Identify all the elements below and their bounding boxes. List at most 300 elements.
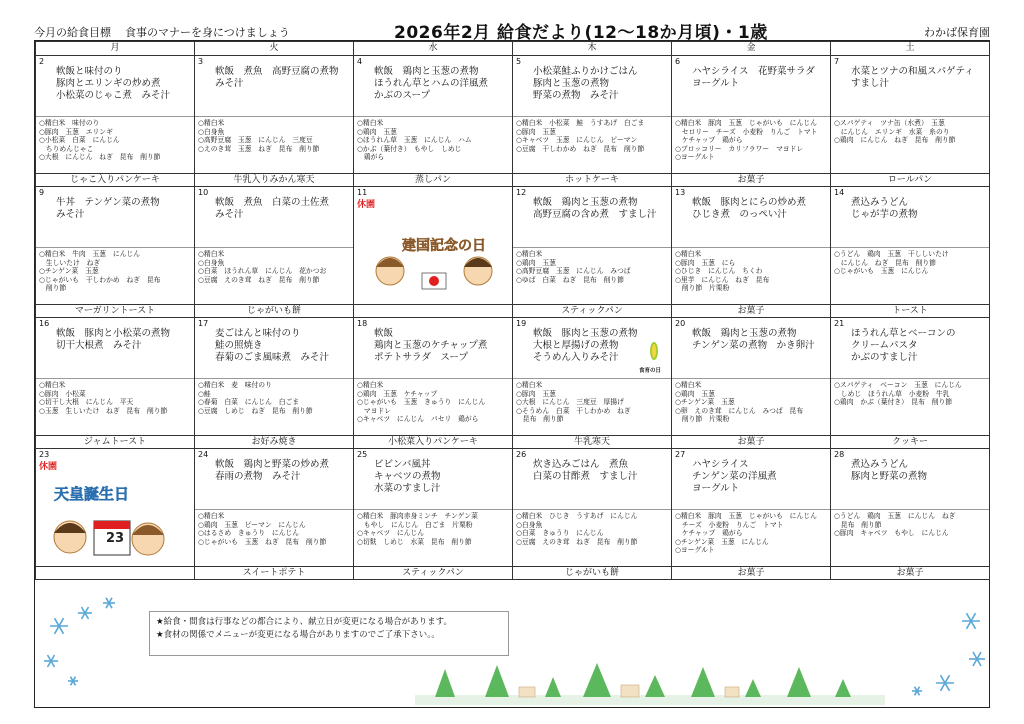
ingredient-line: ○豚肉 玉葱 にら [675, 258, 736, 267]
ingredient-line: ○切麩 しめじ 水菜 昆布 削り節 [357, 537, 472, 546]
ingredient-list [195, 248, 353, 286]
day-cell [195, 187, 354, 305]
menu-item: 軟飯と味付のり [56, 66, 123, 77]
day-number: 27 [675, 450, 686, 459]
ingredient-line: ○豆腐 干しわかめ ねぎ 昆布 削り節 [516, 144, 645, 153]
menu-list [851, 459, 927, 483]
ingredient-line: ○えのき茸 玉葱 ねぎ 昆布 削り節 [198, 144, 320, 153]
menu-list [851, 328, 956, 364]
ingredient-line: 鶏がら [357, 153, 385, 162]
ingredient-line: ○精白米 麦 味付のり [198, 381, 272, 389]
ingredient-line: ○白身魚 [198, 258, 225, 267]
week-row [36, 318, 990, 436]
ingredient-line: ケチャップ 鶏がら [675, 136, 743, 145]
ingredient-line: 生しいたけ ねぎ [39, 258, 101, 267]
note-line: ★給食・間食は行事などの都合により、献立日が変更になる場合があります。 [156, 617, 452, 627]
day-cell [354, 449, 513, 567]
week-row [36, 449, 990, 567]
ingredient-line: にんじん エリンギ 水菜 糸のり [834, 127, 950, 136]
weekday-header: 火 [195, 42, 354, 56]
menu-item: みそ汁 [215, 209, 244, 220]
ingredient-line: ○キャベツ 玉葱 にんじん ピーマン [516, 136, 638, 145]
menu-item: かぶのスープ [374, 90, 431, 101]
menu-list [692, 328, 815, 352]
ingredient-list [672, 117, 830, 164]
ingredient-line: 昆布 削り節 [834, 520, 882, 529]
kenkoku-title: 建国記念の日 [402, 238, 486, 254]
menu-item: 豚肉と野菜の煮物 [851, 471, 928, 482]
day-number: 5 [516, 57, 522, 66]
ingredient-list [831, 117, 989, 147]
menu-item: すまし汁 [851, 78, 890, 89]
menu-item: ハヤシライス 花野菜サラダ [692, 66, 815, 77]
menu-list [215, 66, 339, 90]
menu-list [692, 66, 815, 90]
ingredient-line: ○そうめん 白菜 干しわかめ ねぎ [516, 406, 631, 415]
menu-area [672, 56, 830, 117]
snack-row [36, 567, 990, 580]
ingredient-line: ○小松菜 白菜 にんじん [39, 136, 120, 145]
school-name: わかば保育園 [924, 26, 990, 39]
menu-area [831, 449, 989, 510]
snack-cell: お菓子 [672, 174, 831, 187]
ingredient-list [513, 379, 671, 426]
ingredient-list [672, 379, 830, 426]
day-number: 21 [834, 319, 845, 328]
ingredient-line: ○じゃがいも 干しわかめ ねぎ 昆布 [39, 275, 161, 284]
day-cell [672, 449, 831, 567]
ingredient-list [354, 510, 512, 548]
ingredient-list [831, 379, 989, 409]
menu-item: ほうれん草とベーコンの [851, 328, 956, 339]
menu-item: 野菜の煮物 みそ汁 [533, 90, 619, 101]
weekday-header: 水 [354, 42, 513, 56]
snack-cell: スイートポテト [195, 567, 354, 580]
weekday-header: 金 [672, 42, 831, 56]
day-number: 4 [357, 57, 363, 66]
ingredient-line: ○精白米 [357, 119, 384, 127]
menu-item: 豚肉とエリンギの炒め煮 [56, 78, 161, 89]
ingredient-list [36, 248, 194, 295]
ingredient-line: ○豆腐 しめじ ねぎ 昆布 削り節 [198, 406, 313, 415]
snack-cell: お菓子 [672, 567, 831, 580]
menu-item: 軟飯 鶏肉と玉葱の煮物 [533, 197, 638, 208]
menu-area [195, 56, 353, 117]
menu-list [374, 66, 488, 102]
ingredient-line: ケチャップ 鶏がら [675, 529, 743, 538]
day-number: 11 [357, 188, 368, 197]
ingredient-line: ○チンゲン菜 玉葱 [675, 398, 735, 407]
ingredient-line: 削り節 [39, 284, 67, 293]
menu-item: 軟飯 鶏肉と野菜の炒め煮 [215, 459, 330, 470]
ingredient-list [195, 117, 353, 155]
day-cell [672, 318, 831, 436]
menu-item: 軟飯 煮魚 白菜の土佐煮 [215, 197, 330, 208]
menu-area [672, 187, 830, 248]
menu-area [831, 56, 989, 117]
menu-list [215, 328, 329, 364]
menu-area [831, 318, 989, 379]
menu-item: 麦ごはんと味付のり [215, 328, 301, 339]
day-cell [672, 187, 831, 305]
ingredient-line: セロリー チーズ 小麦粉 りんご トマト [675, 127, 818, 136]
menu-item: 軟飯 鶏肉と玉葱の煮物 [374, 66, 479, 77]
ingredient-list [36, 117, 194, 164]
menu-item: 鮭の照焼き [215, 340, 263, 351]
menu-item: みそ汁 [215, 78, 244, 89]
day-cell [513, 56, 672, 174]
menu-item: 水菜のすまし汁 [374, 483, 441, 494]
weekday-header-row [36, 42, 990, 56]
day-cell [513, 318, 672, 436]
ingredient-line: ○キャベツ にんじん [357, 529, 425, 538]
goal-label: 今月の給食目標 [34, 26, 111, 39]
menu-area [831, 187, 989, 248]
tree-decoration [415, 661, 885, 707]
ingredient-line: ○豚肉 小松菜 [39, 389, 86, 398]
ingredient-line: ○精白米 [357, 381, 384, 389]
menu-item: 高野豆腐の含め煮 すまし汁 [533, 209, 657, 220]
menu-item: 軟飯 [374, 328, 394, 339]
snack-cell: マーガリントースト [36, 305, 195, 318]
ingredient-line: ○白身魚 [198, 127, 225, 136]
ingredient-line: ○精白米 [516, 381, 543, 389]
menu-item: ビビンバ風丼 [374, 459, 431, 470]
ingredient-list [672, 510, 830, 557]
ingredient-list [36, 379, 194, 417]
menu-item: 小松菜鮭ふりかけごはん [533, 66, 638, 77]
tenno-illustration [44, 469, 184, 564]
ingredient-line: ○うどん 鶏肉 玉葱 にんじん ねぎ [834, 512, 956, 520]
menu-calendar [35, 41, 990, 580]
menu-list [692, 459, 777, 495]
snack-cell: じゃがいも餅 [195, 305, 354, 318]
menu-item: 豚肉と玉葱の煮物 [533, 78, 610, 89]
menu-item: チンゲン菜の煮物 かき卵汁 [692, 340, 815, 351]
ingredient-line: ○豚肉 玉葱 エリンギ [39, 127, 113, 136]
ingredient-line: 削り節 片栗粉 [675, 415, 730, 424]
day-number: 12 [516, 188, 527, 197]
menu-item: 牛丼 テンゲン菜の煮物 [56, 197, 160, 208]
menu-item: ヨーグルト [692, 78, 740, 89]
day-cell [354, 318, 513, 436]
ingredient-list [195, 379, 353, 417]
ingredient-line: ○鮭 [198, 389, 211, 398]
ingredient-line: ○高野豆腐 玉葱 にんじん みつば [516, 267, 631, 276]
day-cell [672, 56, 831, 174]
snack-row [36, 436, 990, 449]
menu-list [56, 197, 160, 221]
menu-area [513, 318, 671, 379]
ingredient-line: マヨドレ [357, 406, 391, 415]
menu-area [513, 187, 671, 248]
snack-cell: ロールパン [831, 174, 990, 187]
ingredient-list [195, 510, 353, 548]
day-cell [831, 449, 990, 567]
ingredient-line: ○はるさめ きゅうり にんじん [198, 529, 300, 538]
ingredient-line: ○スパゲティ ツナ缶（水煮） 玉葱 [834, 119, 945, 127]
ingredient-line: ○精白米 [675, 250, 702, 258]
ingredient-line: ○ゆば 白菜 ねぎ 昆布 削り節 [516, 275, 624, 284]
menu-list [692, 197, 806, 221]
ingredient-line: ○春菊 白菜 にんじん 白ごま [198, 398, 300, 407]
menu-item: 煮込みうどん [851, 197, 909, 208]
day-cell [36, 56, 195, 174]
ingredient-line: ○精白米 豚肉 玉葱 じゃがいも にんじん [675, 512, 817, 520]
ingredient-line: ○豚肉 玉葱 [516, 389, 556, 398]
snack-cell: クッキー [831, 436, 990, 449]
ingredient-line: ○じゃがいも 玉葱 ねぎ 昆布 削り節 [198, 537, 327, 546]
snack-cell: じゃがいも餅 [513, 567, 672, 580]
ingredient-line: ○スパゲティ ベーコン 玉葱 にんじん [834, 381, 962, 389]
holiday-label: 休園 [357, 200, 376, 210]
ingredient-line: ○キャベツ にんじん パセリ 鶏がら [357, 415, 479, 424]
menu-area [36, 318, 194, 379]
snack-cell: お好み焼き [195, 436, 354, 449]
ingredient-line: ○精白米 ひじき うすあげ にんじん [516, 512, 638, 520]
snack-row [36, 305, 990, 318]
ingredient-line: ○じゃがいも 玉葱 きゅうり にんじん [357, 398, 486, 407]
snack-cell: 牛乳入りみかん寒天 [195, 174, 354, 187]
day-number: 17 [198, 319, 209, 328]
ingredient-line: ○高野豆腐 玉葱 にんじん 三度豆 [198, 136, 313, 145]
menu-item: ポテトサラダ スープ [374, 352, 468, 363]
ingredient-line: ちりめんじゃこ [39, 144, 94, 153]
ingredient-line: ○ヨーグルト [675, 546, 715, 555]
ingredient-line: しめじ ほうれん草 小麦粉 牛乳 [834, 389, 950, 398]
ingredient-line: ○精白米 [39, 381, 66, 389]
ingredient-line: ○里芋 にんじん ねぎ 昆布 [675, 275, 770, 284]
snack-cell: ホットケーキ [513, 174, 672, 187]
ingredient-line: ○大根 にんじん ねぎ 昆布 削り節 [39, 153, 161, 162]
ingredient-line: ○鶏肉 玉葱 [675, 389, 715, 398]
day-cell [831, 187, 990, 305]
weekday-header: 月 [36, 42, 195, 56]
snowflake-icon [912, 613, 985, 695]
ingredient-line: ○鶏肉 かぶ（葉付き） 昆布 削り節 [834, 398, 953, 407]
weekday-header: 土 [831, 42, 990, 56]
snack-cell: じゃこ入りパンケーキ [36, 174, 195, 187]
day-cell [195, 318, 354, 436]
menu-area [354, 449, 512, 510]
menu-list [56, 328, 170, 352]
ingredient-line: ○ほうれん草 玉葱 にんじん ハム [357, 136, 472, 145]
day-number: 16 [39, 319, 50, 328]
ingredient-line: ○精白米 牛肉 玉葱 にんじん [39, 250, 141, 258]
ingredient-list [513, 248, 671, 286]
week-row [36, 187, 990, 305]
menu-item: チンゲン菜の洋風煮 [692, 471, 777, 482]
day-number: 26 [516, 450, 527, 459]
day-cell [831, 318, 990, 436]
snack-cell: 小松菜入りパンケーキ [354, 436, 513, 449]
ingredient-line: ○精白米 [198, 119, 225, 127]
day-number: 23 [39, 450, 50, 459]
snack-cell: スティックパン [354, 567, 513, 580]
snack-cell: お菓子 [672, 436, 831, 449]
menu-item: 煮込みうどん [851, 459, 909, 470]
ingredient-list [354, 117, 512, 164]
snack-cell: スティックパン [513, 305, 672, 318]
menu-area [36, 56, 194, 117]
menu-item: 軟飯 煮魚 高野豆腐の煮物 [215, 66, 339, 77]
menu-item: 切干大根煮 みそ汁 [56, 340, 142, 351]
menu-area [513, 56, 671, 117]
ingredient-list [513, 510, 671, 548]
snack-cell: 牛乳寒天 [513, 436, 672, 449]
day-cell [36, 449, 195, 567]
ingredient-line: ○豚肉 キャベツ もやし にんじん [834, 529, 949, 538]
menu-item: ヨーグルト [692, 483, 740, 494]
menu-item: 大根と厚揚げの煮物 [533, 340, 619, 351]
day-number: 28 [834, 450, 845, 459]
menu-item: 小松菜のじゃこ煮 みそ汁 [56, 90, 171, 101]
day-cell [36, 187, 195, 305]
menu-list [56, 66, 170, 102]
tree-icon [435, 663, 851, 697]
snack-cell: お菓子 [672, 305, 831, 318]
day-number: 2 [39, 57, 45, 66]
menu-item: 春雨の煮物 みそ汁 [215, 471, 301, 482]
week-row [36, 56, 990, 174]
snack-cell: 蒸しパン [354, 174, 513, 187]
day-number: 14 [834, 188, 845, 197]
ingredient-list [672, 248, 830, 295]
ingredient-list [831, 510, 989, 540]
day-cell [195, 449, 354, 567]
ingredient-line: ○豆腐 えのき茸 ねぎ 昆布 削り節 [516, 537, 638, 546]
menu-list [533, 459, 638, 483]
ingredient-line: ○かぶ（葉付き） もやし しめじ [357, 144, 462, 153]
corn-icon [649, 340, 659, 364]
ingredient-line: ○精白米 味付のり [39, 119, 100, 127]
menu-list [851, 197, 918, 221]
day-number: 13 [675, 188, 686, 197]
day-cell [354, 187, 513, 305]
ingredient-list [831, 248, 989, 278]
menu-area [513, 449, 671, 510]
ingredient-line: ○卵 えのき茸 にんじん みつば 昆布 [675, 406, 804, 415]
menu-item: 白菜の甘酢煮 すまし汁 [533, 471, 638, 482]
menu-item: 軟飯 鶏肉と玉葱の煮物 [692, 328, 797, 339]
menu-item: 軟飯 豚肉とにらの炒め煮 [692, 197, 807, 208]
ingredient-line: ○鶏肉 玉葱 ケチャップ [357, 389, 438, 398]
ingredient-line: にんじん ねぎ 昆布 削り節 [834, 258, 936, 267]
menu-item: 軟飯 豚肉と玉葱の煮物 [533, 328, 638, 339]
menu-area [672, 318, 830, 379]
shokuiku-badge [638, 340, 665, 374]
day-cell [513, 449, 672, 567]
ingredient-line: ○鶏肉 にんじん ねぎ 昆布 削り節 [834, 136, 956, 145]
day-cell [195, 56, 354, 174]
monthly-goal [34, 24, 304, 40]
menu-item: ほうれん草とハムの洋風煮 [374, 78, 489, 89]
ingredient-line: ○精白米 豚肉赤身ミンチ チンゲン菜 [357, 512, 478, 520]
day-number: 18 [357, 319, 368, 328]
snowflake-decoration-right [889, 601, 989, 707]
menu-area [672, 449, 830, 510]
ingredient-line: ○精白米 [198, 250, 225, 258]
day-number: 3 [198, 57, 204, 66]
day-number: 19 [516, 319, 527, 328]
ingredient-line: ○チンゲン菜 玉葱 [39, 267, 99, 276]
ingredient-line: ○ブロッコリー カリフラワー マヨドレ [675, 144, 804, 153]
page-title: 2026年2月 給食だより(12～18か月頃)・1歳 [394, 23, 768, 43]
ingredient-line: ○切干し大根 にんじん 平天 [39, 398, 134, 407]
kenkoku-illustration [374, 233, 494, 295]
snack-cell: ジャムトースト [36, 436, 195, 449]
ingredient-line: ○精白米 [675, 381, 702, 389]
menu-area [36, 187, 194, 248]
ingredient-list [513, 117, 671, 155]
snack-cell [354, 305, 513, 318]
calendar-frame [34, 40, 990, 708]
day-number: 9 [39, 188, 45, 197]
menu-item: 春菊のごま風味煮 みそ汁 [215, 352, 330, 363]
ingredient-list [354, 379, 512, 426]
ingredient-line: ○鶏肉 玉葱 [516, 258, 556, 267]
ingredient-line: ○鶏肉 玉葱 ピーマン にんじん [198, 520, 306, 529]
ingredient-line: ○大根 にんじん 三度豆 厚揚げ [516, 398, 624, 407]
ingredient-line: ○白菜 ほうれん草 にんじん 花かつお [198, 267, 327, 276]
menu-item: 炊き込みごはん 煮魚 [533, 459, 629, 470]
day-cell [36, 318, 195, 436]
menu-list [215, 459, 329, 483]
notes-box [149, 611, 509, 656]
menu-list [851, 66, 974, 90]
menu-item: ハヤシライス [692, 459, 749, 470]
menu-item: 軟飯 豚肉と小松菜の煮物 [56, 328, 171, 339]
ingredient-line: ○うどん 鶏肉 玉葱 干ししいたけ [834, 250, 949, 258]
snowflake-icon [44, 598, 115, 686]
day-cell [354, 56, 513, 174]
ingredient-line: ○チンゲン菜 玉葱 にんじん [675, 537, 769, 546]
page-header [34, 18, 994, 43]
menu-item: クリームパスタ [851, 340, 918, 351]
ingredient-line: ○白身魚 [516, 520, 543, 529]
day-number: 7 [834, 57, 840, 66]
ingredient-line: ○じゃがいも 玉葱 にんじん [834, 267, 929, 276]
ingredient-line: ○豆腐 えのき茸 ねぎ 昆布 削り節 [198, 275, 320, 284]
ingredient-line: ○ひじき にんじん ちくわ [675, 267, 763, 276]
ingredient-line: ○豚肉 玉葱 [516, 127, 556, 136]
menu-item: かぶのすまし汁 [851, 352, 918, 363]
day-number: 20 [675, 319, 686, 328]
day-cell [513, 187, 672, 305]
menu-item: キャベツの煮物 [374, 471, 441, 482]
badge-label: 食育の日 [638, 368, 661, 374]
ingredient-line: 昆布 削り節 [516, 415, 564, 424]
menu-item: 水菜とツナの和風スパゲティ [851, 66, 974, 77]
menu-list [533, 197, 657, 221]
ingredient-line: ○精白米 [198, 512, 225, 520]
menu-item: じゃが芋の煮物 [851, 209, 918, 220]
day-number: 24 [198, 450, 209, 459]
snack-row [36, 174, 990, 187]
ingredient-line: ○白菜 きゅうり にんじん [516, 529, 604, 538]
snack-cell [36, 567, 195, 580]
ingredient-line: ○精白米 豚肉 玉葱 じゃがいも にんじん [675, 119, 817, 127]
menu-item: 鶏肉と玉葱のケチャップ煮 [374, 340, 488, 351]
holiday-label: 休園 [39, 462, 58, 472]
menu-area [195, 449, 353, 510]
snack-cell: お菓子 [831, 567, 990, 580]
menu-area [354, 56, 512, 117]
day-number: 25 [357, 450, 368, 459]
menu-item: そうめん入りみそ汁 [533, 352, 619, 363]
ingredient-line: ○玉葱 生しいたけ ねぎ 昆布 削り節 [39, 406, 168, 415]
ingredient-line: チーズ 小麦粉 りんご トマト [675, 520, 784, 529]
